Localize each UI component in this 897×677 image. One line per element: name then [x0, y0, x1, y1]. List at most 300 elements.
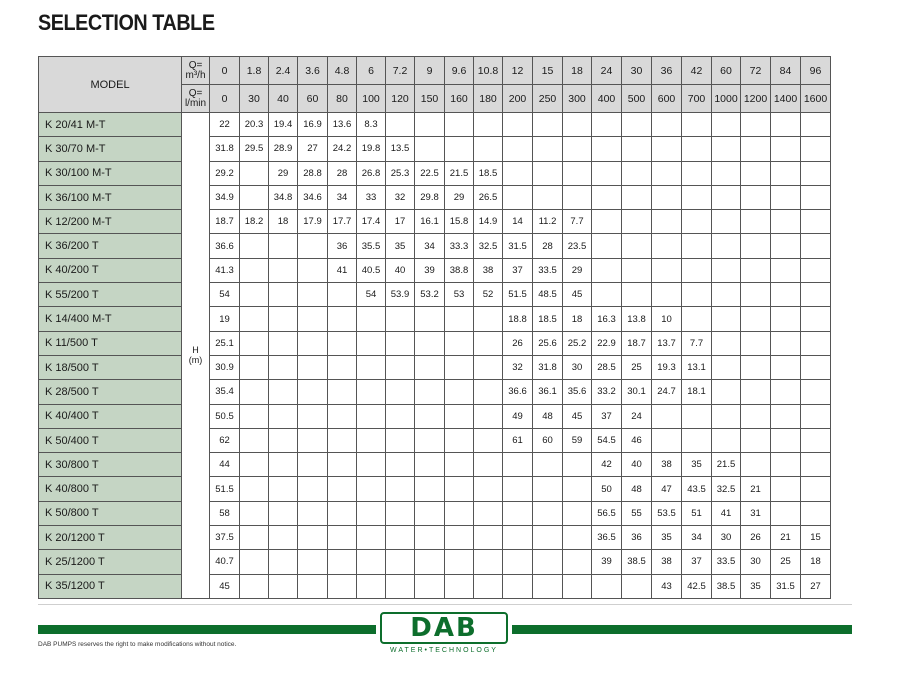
head-value-cell: 51	[682, 501, 712, 525]
head-value-cell	[622, 137, 652, 161]
table-row	[39, 331, 831, 355]
head-value-cell	[415, 574, 445, 598]
footer-green-bar-right	[512, 625, 852, 634]
head-value-cell	[240, 574, 269, 598]
footer-green-bar-left	[38, 625, 376, 634]
head-value-cell	[240, 453, 269, 477]
head-value-cell	[771, 234, 801, 258]
head-value-cell	[533, 477, 563, 501]
head-value-cell	[563, 477, 592, 501]
head-value-cell	[682, 113, 712, 137]
head-value-cell	[357, 307, 386, 331]
head-value-cell	[741, 161, 771, 185]
head-value-cell: 42.5	[682, 574, 712, 598]
head-value-cell	[298, 526, 328, 550]
head-value-cell	[741, 453, 771, 477]
head-value-cell	[298, 234, 328, 258]
head-value-cell	[474, 380, 503, 404]
head-value-cell	[386, 355, 415, 379]
head-value-cell	[445, 574, 474, 598]
head-value-cell	[652, 161, 682, 185]
head-value-cell: 31.5	[503, 234, 533, 258]
head-value-cell: 25.1	[210, 331, 240, 355]
head-value-cell	[801, 453, 831, 477]
flow-lmin-header: 40	[269, 85, 298, 113]
head-value-cell: 14	[503, 210, 533, 234]
head-value-cell	[240, 307, 269, 331]
head-value-cell: 21.5	[445, 161, 474, 185]
head-value-cell	[652, 210, 682, 234]
head-value-cell: 22	[210, 113, 240, 137]
head-value-cell: 62	[210, 428, 240, 452]
head-value-cell	[445, 355, 474, 379]
head-value-cell: 61	[503, 428, 533, 452]
model-name-cell: K 30/100 M-T	[39, 161, 182, 185]
unit-label-unit: m³/h	[185, 69, 206, 81]
dab-logo: DAB	[380, 612, 508, 644]
head-value-cell	[269, 404, 298, 428]
head-value-cell	[801, 113, 831, 137]
head-value-cell	[622, 210, 652, 234]
head-value-cell	[415, 428, 445, 452]
head-value-cell: 53.5	[652, 501, 682, 525]
model-name-cell: K 28/500 T	[39, 380, 182, 404]
head-value-cell: 26	[503, 331, 533, 355]
head-value-cell	[240, 526, 269, 550]
head-value-cell: 30	[563, 355, 592, 379]
head-value-cell: 33.5	[533, 258, 563, 282]
head-value-cell	[712, 404, 741, 428]
flow-m3h-header: 30	[622, 57, 652, 85]
head-value-cell	[682, 428, 712, 452]
head-value-cell	[474, 428, 503, 452]
head-value-cell	[771, 453, 801, 477]
model-name-cell: K 12/200 M-T	[39, 210, 182, 234]
head-value-cell	[357, 501, 386, 525]
model-name-cell: K 40/800 T	[39, 477, 182, 501]
head-value-cell: 32.5	[474, 234, 503, 258]
head-value-cell	[269, 258, 298, 282]
head-value-cell: 51.5	[503, 283, 533, 307]
head-value-cell: 53.2	[415, 283, 445, 307]
head-value-cell: 37	[682, 550, 712, 574]
head-value-cell: 38	[652, 550, 682, 574]
head-value-cell: 34	[682, 526, 712, 550]
model-name-cell: K 18/500 T	[39, 355, 182, 379]
head-value-cell	[652, 428, 682, 452]
head-value-cell	[328, 380, 357, 404]
head-value-cell	[269, 574, 298, 598]
head-value-cell	[771, 331, 801, 355]
head-value-cell	[741, 210, 771, 234]
head-value-cell: 19	[210, 307, 240, 331]
head-value-cell: 33.2	[592, 380, 622, 404]
head-value-cell	[652, 258, 682, 282]
head-value-cell	[298, 550, 328, 574]
head-value-cell: 21	[771, 526, 801, 550]
flow-m3h-header: 10.8	[474, 57, 503, 85]
model-name-cell: K 35/1200 T	[39, 574, 182, 598]
head-value-cell	[682, 283, 712, 307]
head-value-cell: 35.5	[357, 234, 386, 258]
table-row	[39, 453, 831, 477]
head-value-cell	[445, 501, 474, 525]
head-value-cell	[741, 428, 771, 452]
table-row	[39, 526, 831, 550]
head-value-cell: 38	[474, 258, 503, 282]
head-value-cell	[269, 331, 298, 355]
flow-lmin-header: 1000	[712, 85, 741, 113]
head-value-cell: 7.7	[563, 210, 592, 234]
head-value-cell	[801, 307, 831, 331]
head-value-cell	[622, 234, 652, 258]
head-value-cell: 38.8	[445, 258, 474, 282]
head-value-cell	[712, 234, 741, 258]
head-value-cell	[741, 404, 771, 428]
flow-lmin-header: 80	[328, 85, 357, 113]
head-value-cell: 33.3	[445, 234, 474, 258]
head-value-cell	[712, 355, 741, 379]
head-value-cell: 52	[474, 283, 503, 307]
head-value-cell	[741, 234, 771, 258]
head-value-cell	[712, 428, 741, 452]
head-value-cell: 21	[741, 477, 771, 501]
table-row	[39, 185, 831, 209]
head-value-cell	[240, 355, 269, 379]
table-row	[39, 550, 831, 574]
head-value-cell	[328, 331, 357, 355]
head-value-cell	[269, 477, 298, 501]
head-value-cell: 28.8	[298, 161, 328, 185]
head-value-cell	[741, 355, 771, 379]
head-value-cell	[741, 258, 771, 282]
head-value-cell	[240, 404, 269, 428]
head-value-cell	[652, 137, 682, 161]
head-value-cell	[240, 477, 269, 501]
flow-m3h-header: 15	[533, 57, 563, 85]
head-value-cell: 40.7	[210, 550, 240, 574]
head-value-cell: 27	[801, 574, 831, 598]
head-value-cell: 60	[533, 428, 563, 452]
head-value-cell	[240, 331, 269, 355]
head-value-cell: 18	[563, 307, 592, 331]
head-value-cell	[269, 283, 298, 307]
head-value-cell: 20.3	[240, 113, 269, 137]
head-value-cell	[269, 307, 298, 331]
head-value-cell: 36.6	[503, 380, 533, 404]
head-value-cell: 43.5	[682, 477, 712, 501]
head-unit-label: (m)	[188, 355, 203, 366]
head-value-cell	[622, 258, 652, 282]
head-value-cell	[771, 404, 801, 428]
head-value-cell	[563, 161, 592, 185]
head-value-cell: 35	[386, 234, 415, 258]
head-value-cell: 40	[622, 453, 652, 477]
head-value-cell	[533, 550, 563, 574]
head-unit-cell	[182, 113, 210, 599]
table-row	[39, 210, 831, 234]
footer-divider	[38, 604, 852, 605]
head-value-cell	[386, 113, 415, 137]
head-value-cell	[474, 331, 503, 355]
head-value-cell	[801, 331, 831, 355]
header-row-m3h	[39, 57, 831, 85]
head-value-cell: 32	[503, 355, 533, 379]
head-value-cell: 25.2	[563, 331, 592, 355]
model-column-header: MODEL	[39, 57, 182, 113]
head-value-cell: 41	[712, 501, 741, 525]
head-value-cell: 35	[682, 453, 712, 477]
head-value-cell: 17	[386, 210, 415, 234]
head-value-cell	[386, 501, 415, 525]
head-value-cell	[445, 404, 474, 428]
head-value-cell: 35.4	[210, 380, 240, 404]
head-value-cell	[269, 355, 298, 379]
head-value-cell	[474, 113, 503, 137]
head-value-cell	[474, 404, 503, 428]
head-value-cell	[563, 501, 592, 525]
flow-lmin-header: 120	[386, 85, 415, 113]
head-value-cell	[240, 185, 269, 209]
head-value-cell: 43	[652, 574, 682, 598]
head-value-cell: 29	[563, 258, 592, 282]
head-value-cell: 29	[445, 185, 474, 209]
head-value-cell: 14.9	[474, 210, 503, 234]
head-value-cell	[533, 453, 563, 477]
unit-label-q: Q=	[188, 87, 203, 99]
head-value-cell	[240, 380, 269, 404]
head-value-cell	[328, 283, 357, 307]
head-value-cell	[503, 526, 533, 550]
head-value-cell	[712, 307, 741, 331]
flow-lmin-header: 30	[240, 85, 269, 113]
model-name-cell: K 30/800 T	[39, 453, 182, 477]
head-value-cell: 10	[652, 307, 682, 331]
table-row	[39, 161, 831, 185]
head-value-cell	[357, 477, 386, 501]
head-value-cell	[357, 526, 386, 550]
head-value-cell	[741, 137, 771, 161]
head-value-cell	[445, 477, 474, 501]
head-value-cell	[269, 380, 298, 404]
table-row	[39, 137, 831, 161]
head-value-cell: 36.5	[592, 526, 622, 550]
head-value-cell: 50.5	[210, 404, 240, 428]
head-value-cell	[445, 137, 474, 161]
head-value-cell	[240, 161, 269, 185]
head-value-cell: 41.3	[210, 258, 240, 282]
head-value-cell: 48.5	[533, 283, 563, 307]
head-value-cell	[712, 331, 741, 355]
head-value-cell	[298, 501, 328, 525]
head-value-cell	[682, 258, 712, 282]
head-value-cell: 18	[269, 210, 298, 234]
head-value-cell	[357, 404, 386, 428]
head-value-cell: 28.5	[592, 355, 622, 379]
head-value-cell	[445, 113, 474, 137]
head-value-cell	[771, 501, 801, 525]
flow-m3h-header: 36	[652, 57, 682, 85]
head-value-cell	[298, 331, 328, 355]
head-value-cell	[298, 404, 328, 428]
head-value-cell	[474, 501, 503, 525]
head-value-cell	[533, 574, 563, 598]
head-value-cell	[622, 185, 652, 209]
head-value-cell: 54	[357, 283, 386, 307]
table-row	[39, 355, 831, 379]
table-row	[39, 477, 831, 501]
head-value-cell	[240, 258, 269, 282]
head-value-cell: 26	[741, 526, 771, 550]
head-value-cell	[682, 307, 712, 331]
head-value-cell: 30	[741, 550, 771, 574]
flow-m3h-header: 96	[801, 57, 831, 85]
head-value-cell: 13.1	[682, 355, 712, 379]
head-value-cell	[592, 210, 622, 234]
head-value-cell	[357, 428, 386, 452]
flow-m3h-header: 24	[592, 57, 622, 85]
head-value-cell	[622, 161, 652, 185]
head-value-cell: 17.9	[298, 210, 328, 234]
head-value-cell	[386, 574, 415, 598]
flow-lmin-header: 300	[563, 85, 592, 113]
head-value-cell	[386, 307, 415, 331]
head-value-cell: 19.8	[357, 137, 386, 161]
head-value-cell: 42	[592, 453, 622, 477]
head-value-cell: 21.5	[712, 453, 741, 477]
head-value-cell: 18.7	[622, 331, 652, 355]
head-value-cell: 13.7	[652, 331, 682, 355]
head-value-cell	[741, 185, 771, 209]
model-name-cell: K 50/400 T	[39, 428, 182, 452]
head-value-cell: 44	[210, 453, 240, 477]
head-value-cell	[445, 307, 474, 331]
head-value-cell: 50	[592, 477, 622, 501]
head-value-cell: 33.5	[712, 550, 741, 574]
head-value-cell	[533, 501, 563, 525]
flow-m3h-header: 18	[563, 57, 592, 85]
head-value-cell: 13.8	[622, 307, 652, 331]
model-name-cell: K 20/41 M-T	[39, 113, 182, 137]
head-value-cell: 53.9	[386, 283, 415, 307]
head-value-cell	[269, 234, 298, 258]
head-value-cell	[563, 137, 592, 161]
flow-m3h-header: 84	[771, 57, 801, 85]
model-name-cell: K 20/1200 T	[39, 526, 182, 550]
head-value-cell	[474, 550, 503, 574]
head-value-cell	[533, 526, 563, 550]
head-value-cell	[503, 550, 533, 574]
head-value-cell	[563, 113, 592, 137]
head-value-cell: 8.3	[357, 113, 386, 137]
table-row	[39, 501, 831, 525]
head-value-cell: 22.5	[415, 161, 445, 185]
head-value-cell: 36	[622, 526, 652, 550]
head-value-cell: 28	[533, 234, 563, 258]
head-value-cell	[328, 355, 357, 379]
head-value-cell	[474, 526, 503, 550]
head-value-cell	[741, 331, 771, 355]
head-value-cell	[357, 355, 386, 379]
head-value-cell	[682, 137, 712, 161]
head-value-cell: 55	[622, 501, 652, 525]
flow-lmin-header: 500	[622, 85, 652, 113]
model-name-cell: K 14/400 M-T	[39, 307, 182, 331]
head-value-cell	[771, 258, 801, 282]
head-value-cell	[622, 113, 652, 137]
head-value-cell	[445, 453, 474, 477]
head-value-cell	[357, 550, 386, 574]
head-value-cell	[357, 331, 386, 355]
head-value-cell	[415, 380, 445, 404]
head-value-cell	[386, 550, 415, 574]
head-value-cell: 25	[622, 355, 652, 379]
head-value-cell	[771, 185, 801, 209]
head-value-cell	[415, 355, 445, 379]
head-value-cell: 33	[357, 185, 386, 209]
head-value-cell	[712, 258, 741, 282]
head-value-cell	[592, 137, 622, 161]
model-name-cell: K 36/200 T	[39, 234, 182, 258]
flow-lmin-header: 60	[298, 85, 328, 113]
head-value-cell	[563, 550, 592, 574]
head-value-cell	[415, 113, 445, 137]
head-value-cell	[712, 137, 741, 161]
head-value-cell	[474, 574, 503, 598]
head-value-cell	[801, 404, 831, 428]
head-value-cell: 53	[445, 283, 474, 307]
flow-m3h-header: 12	[503, 57, 533, 85]
model-name-cell: K 50/800 T	[39, 501, 182, 525]
head-value-cell: 36	[328, 234, 357, 258]
head-value-cell	[801, 258, 831, 282]
head-value-cell: 35	[652, 526, 682, 550]
head-value-cell: 30.1	[622, 380, 652, 404]
head-value-cell: 25	[771, 550, 801, 574]
head-value-cell	[801, 428, 831, 452]
head-value-cell: 35.6	[563, 380, 592, 404]
head-value-cell	[415, 501, 445, 525]
head-value-cell: 19.4	[269, 113, 298, 137]
head-value-cell	[328, 526, 357, 550]
model-name-cell: K 25/1200 T	[39, 550, 182, 574]
head-value-cell	[328, 550, 357, 574]
head-value-cell: 34	[415, 234, 445, 258]
head-value-cell: 17.4	[357, 210, 386, 234]
head-value-cell: 18.1	[682, 380, 712, 404]
head-value-cell	[328, 428, 357, 452]
head-value-cell	[415, 477, 445, 501]
head-value-cell	[386, 428, 415, 452]
head-value-cell: 38.5	[622, 550, 652, 574]
head-value-cell: 24.2	[328, 137, 357, 161]
flow-m3h-header: 1.8	[240, 57, 269, 85]
head-value-cell	[269, 501, 298, 525]
head-value-cell	[298, 453, 328, 477]
head-value-cell: 37	[503, 258, 533, 282]
head-value-cell	[652, 234, 682, 258]
head-value-cell: 34.6	[298, 185, 328, 209]
head-value-cell	[712, 380, 741, 404]
head-value-cell: 39	[415, 258, 445, 282]
head-value-cell: 18.5	[474, 161, 503, 185]
flow-lmin-header: 180	[474, 85, 503, 113]
head-value-cell: 48	[622, 477, 652, 501]
head-value-cell	[445, 550, 474, 574]
head-value-cell: 36.6	[210, 234, 240, 258]
head-value-cell	[474, 355, 503, 379]
flow-lmin-header: 600	[652, 85, 682, 113]
